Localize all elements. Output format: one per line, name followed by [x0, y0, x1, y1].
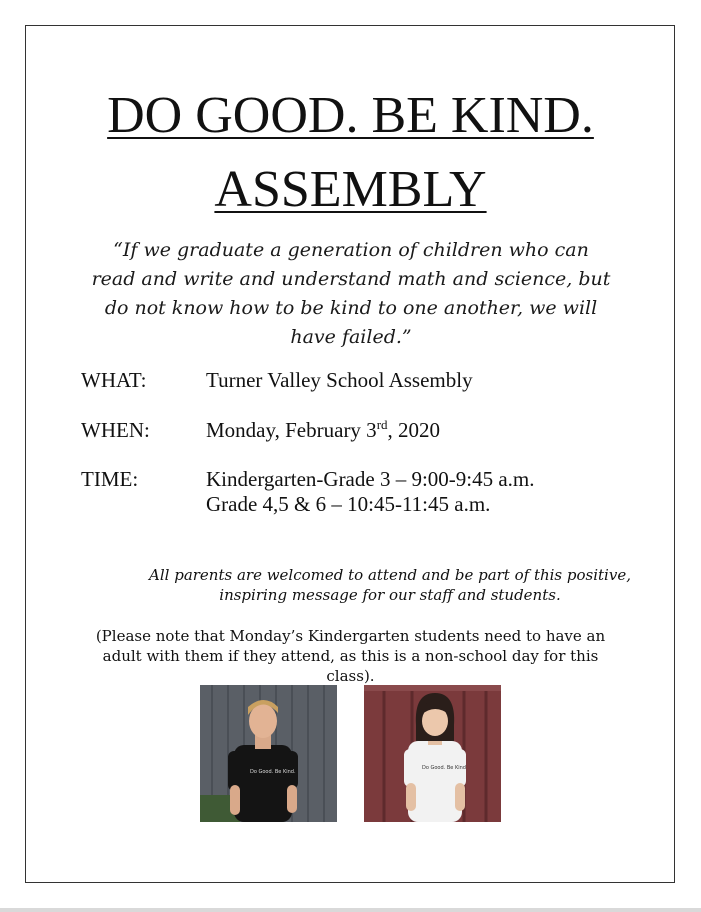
- time-label: TIME:: [81, 467, 139, 491]
- when-value: [206, 418, 440, 443]
- parents-message: All parents are welcomed to attend and be part of this positive, inspiring message for our staff and students.: [149, 566, 631, 604]
- poster-title-line2: ASSEMBLY: [214, 161, 487, 218]
- boy-photo: [200, 685, 337, 822]
- when-year: , 2020: [387, 418, 441, 442]
- boy-photo-image: [200, 685, 337, 822]
- when-date: Monday, February 3: [206, 418, 377, 442]
- time-line-2: Grade 4,5 & 6 – 10:45-11:45 a.m.: [206, 492, 491, 516]
- girl-photo: [364, 685, 501, 822]
- when-label: WHEN:: [81, 418, 150, 442]
- time-value: [206, 467, 535, 517]
- time-line-1: Kindergarten-Grade 3 – 9:00-9:45 a.m.: [206, 467, 535, 491]
- bottom-scroll-bar: [0, 908, 701, 912]
- what-label: WHAT:: [81, 368, 147, 392]
- girl-shirt-text: Do Good. Be Kind: [422, 765, 466, 771]
- girl-photo-image: [364, 685, 501, 822]
- kindergarten-note: (Please note that Monday’s Kindergarten students need to have an adult with them if they attend, as this is a non-school day for this class).: [95, 627, 606, 685]
- what-value: Turner Valley School Assembly: [206, 368, 473, 392]
- poster-title-line1: DO GOOD. BE KIND.: [107, 87, 594, 144]
- boy-shirt-text: Do Good. Be Kind.: [250, 769, 296, 775]
- poster-border: [25, 25, 675, 883]
- quote-text: “If we graduate a generation of children who can read and write and understand math and science, but do not know how to be kind to one another, we will have failed.”: [91, 239, 611, 348]
- when-ordinal: rd: [376, 417, 388, 432]
